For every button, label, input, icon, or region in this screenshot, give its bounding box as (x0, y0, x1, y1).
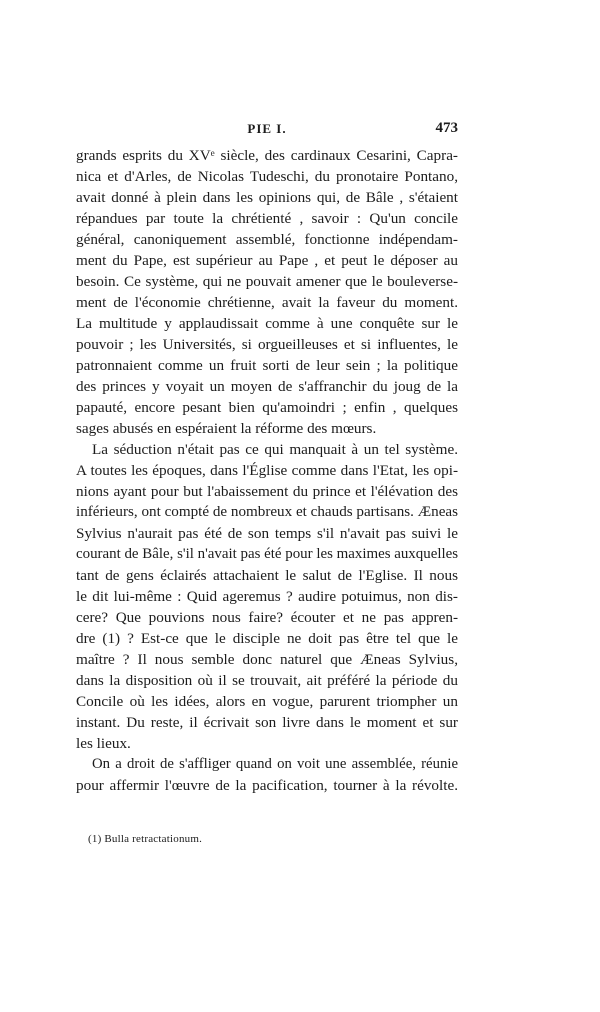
text-line: nica et d'Arles, de Nicolas Tudeschi, du pronotaire Pontano, (76, 168, 458, 185)
footnote: (1) Bulla retractationum. (88, 833, 203, 845)
text-line: instant. Du reste, il écrivait son livre dans le moment et sur (76, 714, 458, 731)
text-line: patronnaient comme un fruit sorti de leur sein ; la politique (76, 357, 458, 374)
text-line: La multitude y applaudissait comme à une conquête sur le (76, 315, 458, 332)
text-line: A toutes les époques, dans l'Église comme dans l'Etat, les opi- (76, 462, 458, 479)
text-line: maître ? Il nous semble donc naturel que Æneas Sylvius, (76, 651, 458, 668)
text-line: On a droit de s'affliger quand on voit une assemblée, réunie (92, 756, 458, 772)
text-line: avait donné à plein dans les opinions qui, de Bâle , s'étaient (76, 189, 458, 206)
running-head (76, 121, 458, 139)
text-line: pouvoir ; les Universités, si orgueilleuses et si influentes, le (76, 336, 458, 353)
text-line: Concile où les idées, alors en vogue, parurent triompher un (76, 693, 458, 710)
text-line: cere? Que pouvions nous faire? écouter et ne pas appren- (76, 609, 458, 626)
text-line: courant de Bâle, s'il n'avait pas été pour les maximes auxquelles (76, 546, 459, 562)
text-line: nions ayant pour but l'abaissement du prince et l'élévation des (76, 483, 458, 500)
text-line: inférieurs, ont compté de nombreux et chauds partisans. Æneas (76, 504, 458, 520)
text-line: sages abusés en espéraient la réforme des mœurs. (76, 420, 377, 437)
text-line: répandues par toute la chrétienté , savoir : Qu'un concile (76, 210, 458, 227)
text-line: Sylvius n'aurait pas été de son temps s'il n'avait pas suivi le (76, 525, 458, 542)
text-line: besoin. Ce système, qui ne pouvait amener que le bouleverse- (76, 273, 458, 290)
text-line: ment de l'économie chrétienne, avait la faveur du moment. (76, 294, 458, 311)
text-line: général, canoniquement assemblé, fonctionne indépendam- (76, 231, 458, 248)
text-line: ment du Pape, est supérieur au Pape , et peut le déposer au (76, 252, 458, 269)
text-line: des princes y voyait un moyen de s'affranchir du joug de la (76, 378, 458, 395)
page-number: 473 (435, 120, 458, 136)
text-line: grands esprits du XVᵉ siècle, des cardinaux Cesarini, Capra- (76, 147, 458, 164)
text-line: dans la disposition où il se trouvait, ait préféré la période du (76, 672, 458, 689)
text-line: pour affermir l'œuvre de la pacification, tourner à la révolte. (76, 777, 458, 794)
body-text (76, 145, 458, 796)
text-line: La séduction n'était pas ce qui manquait à un tel système. (92, 441, 458, 458)
text-line: dre (1) ? Est-ce que le disciple ne doit pas être tel que le (76, 630, 458, 647)
text-line: les lieux. (76, 735, 131, 752)
text-line: le dit lui-même : Quid ageremus ? audire potuimus, non dis- (76, 588, 458, 605)
text-line: papauté, encore pesant bien qu'amoindri ; enfin , quelques (76, 399, 458, 416)
text-line: tant de gens éclairés attachaient le salut de l'Eglise. Il nous (76, 567, 458, 584)
running-title: PIE I. (247, 121, 287, 136)
